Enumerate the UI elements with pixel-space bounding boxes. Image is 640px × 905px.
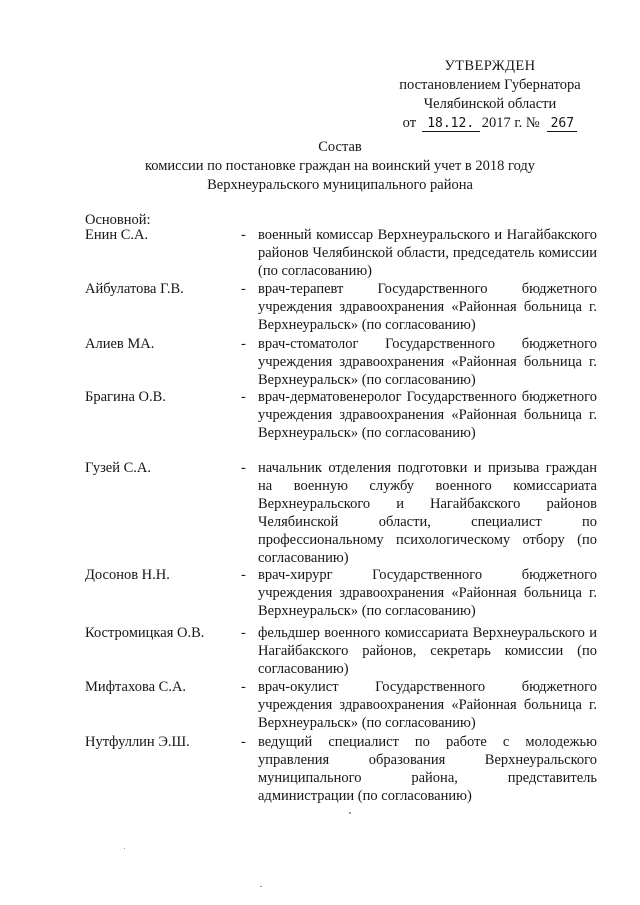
document-heading (80, 138, 600, 195)
member-name: Костромицкая О.В. (85, 625, 205, 641)
scan-mark (260, 886, 262, 887)
approval-date-line (380, 114, 600, 133)
approval-line-1: постановлением Губернатора (399, 77, 581, 93)
member-name: Алиев МА. (85, 336, 155, 352)
member-name: Брагина О.В. (85, 389, 166, 405)
member-role: врач-хирург Государственного бюджетного учреждения здравоохранения «Районная больница г. Верхнеуральск» (по согласованию) (258, 567, 597, 619)
member-dash: - (241, 625, 246, 641)
member-role: врач-дерматовенеролог Государственного бюджетного учреждения здравоохранения «Районная больница г. Верхнеуральск» (по согласованию) (258, 389, 597, 441)
member-name: Досонов Н.Н. (85, 567, 170, 583)
heading-line-3: Верхнеуральского муниципального района (207, 177, 473, 193)
approval-line-2: Челябинской области (423, 96, 557, 112)
scan-mark (349, 812, 351, 814)
approval-title: УТВЕРЖДЕН (444, 58, 536, 74)
member-name: Гузей С.А. (85, 460, 152, 476)
member-role: начальник отделения подготовки и призыва граждан на военную службу военного комиссариата Верхнеуральского и Нагайбакского районов Челябинской области, специалист по профессиональному психологическому отбору (по согласованию) (258, 460, 597, 566)
scan-mark (124, 848, 125, 849)
member-dash: - (241, 567, 246, 583)
member-row (85, 733, 605, 813)
member-role: врач-терапевт Государственного бюджетного учреждения здравоохранения «Районная больница г. Верхнеуральск» (по согласованию) (258, 281, 597, 333)
member-dash: - (241, 336, 246, 352)
member-dash: - (241, 389, 246, 405)
date-prefix: от (402, 115, 417, 131)
member-dash: - (241, 734, 246, 750)
member-role: врач-окулист Государственного бюджетного учреждения здравоохранения «Районная больница г. Верхнеуральск» (по согласованию) (258, 679, 597, 731)
approval-number: 267 (547, 116, 577, 132)
member-name: Енин С.А. (85, 227, 149, 243)
member-dash: - (241, 679, 246, 695)
member-name: Айбулатова Г.В. (85, 281, 184, 297)
section-label: Основной: (85, 212, 151, 228)
member-role: врач-стоматолог Государственного бюджетного учреждения здравоохранения «Районная больница г. Верхнеуральск» (по согласованию) (258, 336, 597, 388)
member-dash: - (241, 281, 246, 297)
member-name: Нутфуллин Э.Ш. (85, 734, 190, 750)
member-dash: - (241, 460, 246, 476)
approval-block (380, 57, 600, 133)
member-name: Мифтахова С.А. (85, 679, 187, 695)
approval-date: 18.12. (422, 116, 480, 132)
member-row (85, 388, 605, 468)
heading-line-2: комиссии по постановке граждан на воинский учет в 2018 году (144, 158, 536, 174)
member-role: фельдшер военного комиссариата Верхнеуральского и Нагайбакского районов, секретарь комиссии (по согласованию) (258, 625, 597, 677)
member-dash: - (241, 227, 246, 243)
member-role: военный комиссар Верхнеуральского и Нагайбакского районов Челябинской области, председатель комиссии (по согласованию) (258, 227, 597, 279)
member-row (85, 459, 605, 566)
member-role: ведущий специалист по работе с молодежью управления образования Верхнеуральского муниципального района, представитель администрации (по согласованию) (258, 734, 597, 804)
approval-year: 2017 г. № (481, 115, 540, 131)
heading-line-1: Состав (318, 139, 362, 155)
